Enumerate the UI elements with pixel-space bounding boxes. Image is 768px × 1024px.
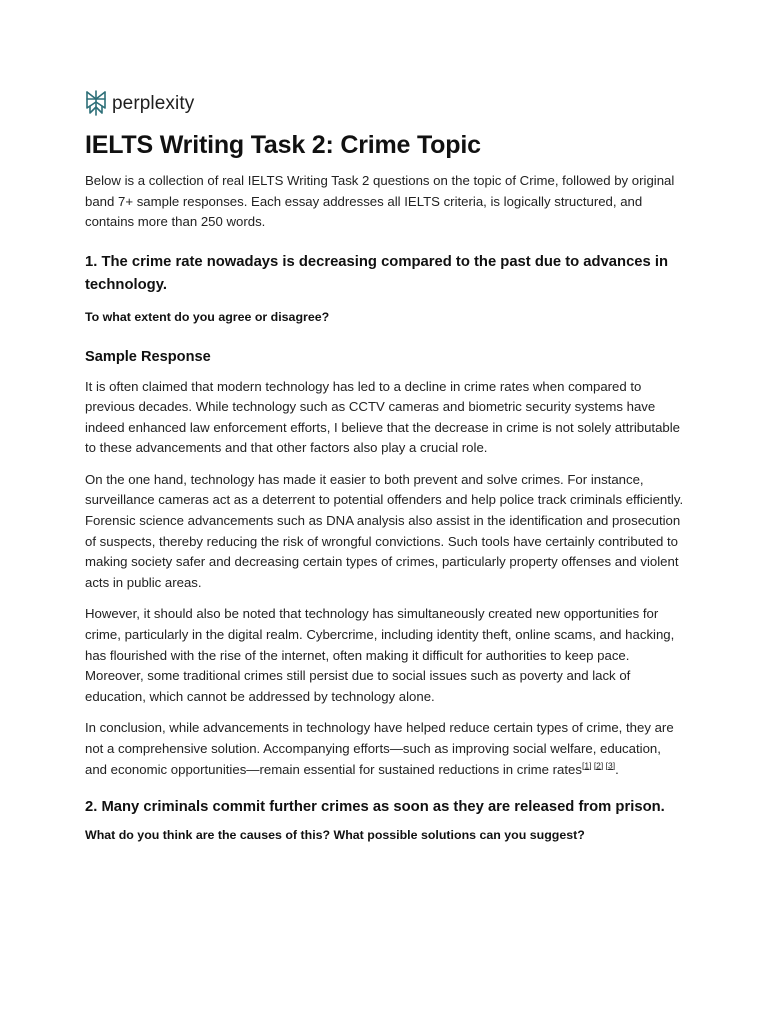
brand-logo[interactable] <box>85 90 194 116</box>
conclusion-period: . <box>615 761 619 777</box>
page-title: IELTS Writing Task 2: Crime Topic <box>85 131 481 159</box>
question-1-heading: 1. The crime rate nowadays is decreasing compared to the past due to advances in technology. <box>85 253 669 293</box>
citation-link-3[interactable]: [3] <box>605 760 616 771</box>
perplexity-logo-icon <box>85 90 107 116</box>
response-conclusion <box>85 718 684 780</box>
citation-group <box>582 760 615 770</box>
question-2-prompt: What do you think are the causes of this? What possible solutions can you suggest? <box>85 828 585 843</box>
intro-paragraph: Below is a collection of real IELTS Writing Task 2 questions on the topic of Crime, followed by original band 7+ sample responses. Each essay addresses all IELTS criteria, is logically structured, and contains more than 250 words. <box>85 173 675 229</box>
response-paragraph-2: On the one hand, technology has made it easier to both prevent and solve crimes. For instance, surveillance cameras act as a deterrent to potential offenders and help police track criminals efficiently. Forensic science advancements such as DNA analysis also assist in the identification and prosecution of suspects, thereby reducing the risk of wrongful convictions. Such tools have certainly contributed to making society safer and decreasing certain types of crimes, particularly property offenses and violent acts in public areas. <box>85 471 684 590</box>
question-1-prompt: To what extent do you agree or disagree? <box>85 309 330 324</box>
brand-name: perplexity <box>112 92 195 114</box>
citation-link-1[interactable]: [1] <box>581 760 592 771</box>
citation-link-2[interactable]: [2] <box>593 760 604 771</box>
question-2-heading: 2. Many criminals commit further crimes as soon as they are released from prison. <box>85 799 665 816</box>
response-paragraph-1: It is often claimed that modern technology has led to a decline in crime rates when compared to previous decades. While technology such as CCTV cameras and biometric security systems have indeed enhanced law enforcement efforts, I believe that the decrease in crime is not solely attributable to these advancements and that other factors also play a crucial role. <box>85 378 681 456</box>
conclusion-text: In conclusion, while advancements in technology have helped reduce certain types of crime, they are not a comprehensive solution. Accompanying efforts—such as improving social welfare, education, and economic opportunities—remain essential for sustained reductions in crime rates <box>85 720 674 777</box>
sample-response-heading: Sample Response <box>85 348 211 365</box>
main-content <box>85 128 684 845</box>
response-paragraph-3: However, it should also be noted that technology has simultaneously created new opportunities for crime, particularly in the digital realm. Cybercrime, including identity theft, online scams, and hacking, has flourished with the rise of the internet, often making it difficult for authorities to keep pace. Moreover, some traditional crimes still persist due to social issues such as poverty and lack of education, which cannot be addressed by technology alone. <box>85 606 675 704</box>
